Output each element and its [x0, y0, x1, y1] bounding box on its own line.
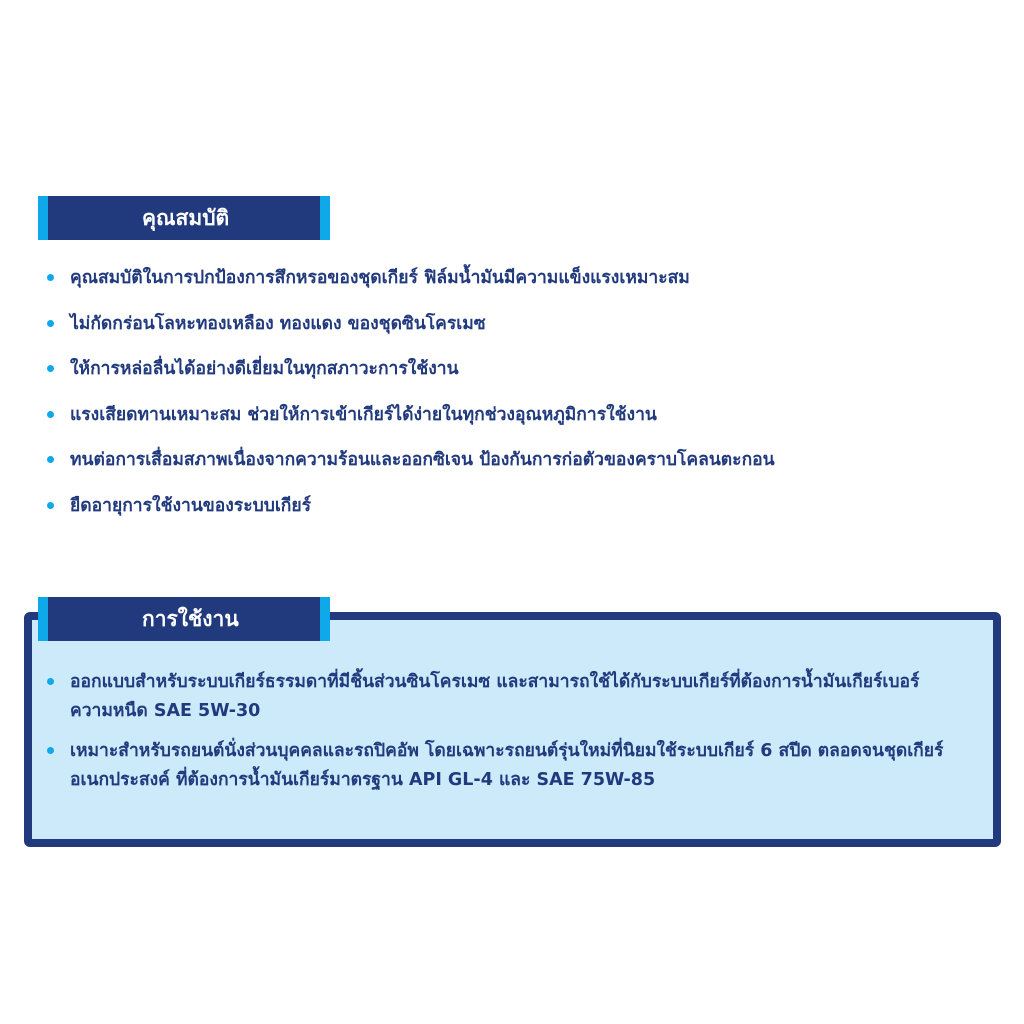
bullet-dot-icon — [47, 456, 54, 463]
bullet-dot-icon — [47, 365, 54, 372]
bullet-dot-icon — [47, 678, 54, 685]
list-item-text: ยืดอายุการใช้งานของระบบเกียร์ — [70, 495, 312, 516]
list-item — [42, 310, 982, 338]
list-item-text: แรงเสียดทานเหมาะสม ช่วยให้การเข้าเกียร์ได้ง่ายในทุกช่วงอุณหภูมิการใช้งาน — [70, 404, 657, 425]
bullet-dot-icon — [47, 320, 54, 327]
list-item-text: ทนต่อการเสื่อมสภาพเนื่องจากความร้อนและออกซิเจน ป้องกันการก่อตัวของคราบโคลนตะกอน — [70, 450, 775, 470]
list-item — [42, 355, 982, 383]
list-item — [42, 737, 962, 795]
bullet-dot-icon — [47, 502, 54, 509]
bullet-dot-icon — [47, 747, 54, 754]
list-item — [42, 492, 982, 520]
list-item — [42, 401, 982, 429]
properties-heading: คุณสมบัติ — [38, 196, 330, 240]
list-item — [42, 264, 982, 292]
list-item-text: คุณสมบัติในการปกป้องการสึกหรอของชุดเกียร์ ฟิล์มน้ำมันมีความแข็งแรงเหมาะสม — [70, 268, 690, 288]
list-item-text: ไม่กัดกร่อนโลหะทองเหลือง ทองแดง ของชุดซินโครเมซ — [70, 313, 486, 334]
properties-list — [42, 264, 982, 537]
bullet-dot-icon — [47, 411, 54, 418]
list-item — [42, 668, 962, 726]
usage-list — [42, 668, 962, 806]
list-item — [42, 446, 982, 474]
list-item-text: ออกแบบสำหรับระบบเกียร์ธรรมดาที่มีชิ้นส่วนซินโครเมซ และสามารถใช้ได้กับระบบเกียร์ที่ต้องการน้ำมันเกียร์เบอร์ความหนืด SAE 5W-30 — [70, 672, 920, 721]
list-item-text: เหมาะสำหรับรถยนต์นั่งส่วนบุคคลและรถปิคอัพ โดยเฉพาะรถยนต์รุ่นใหม่ที่นิยมใช้ระบบเกียร์ 6 สปีด ตลอดจนชุดเกียร์อเนกประสงค์ ที่ต้องการน้ำมันเกียร์มาตรฐาน API GL-4 และ SAE 75W-85 — [70, 741, 944, 790]
usage-heading: การใช้งาน — [38, 597, 330, 641]
bullet-dot-icon — [47, 274, 54, 281]
list-item-text: ให้การหล่อลื่นได้อย่างดีเยี่ยมในทุกสภาวะการใช้งาน — [70, 359, 459, 379]
